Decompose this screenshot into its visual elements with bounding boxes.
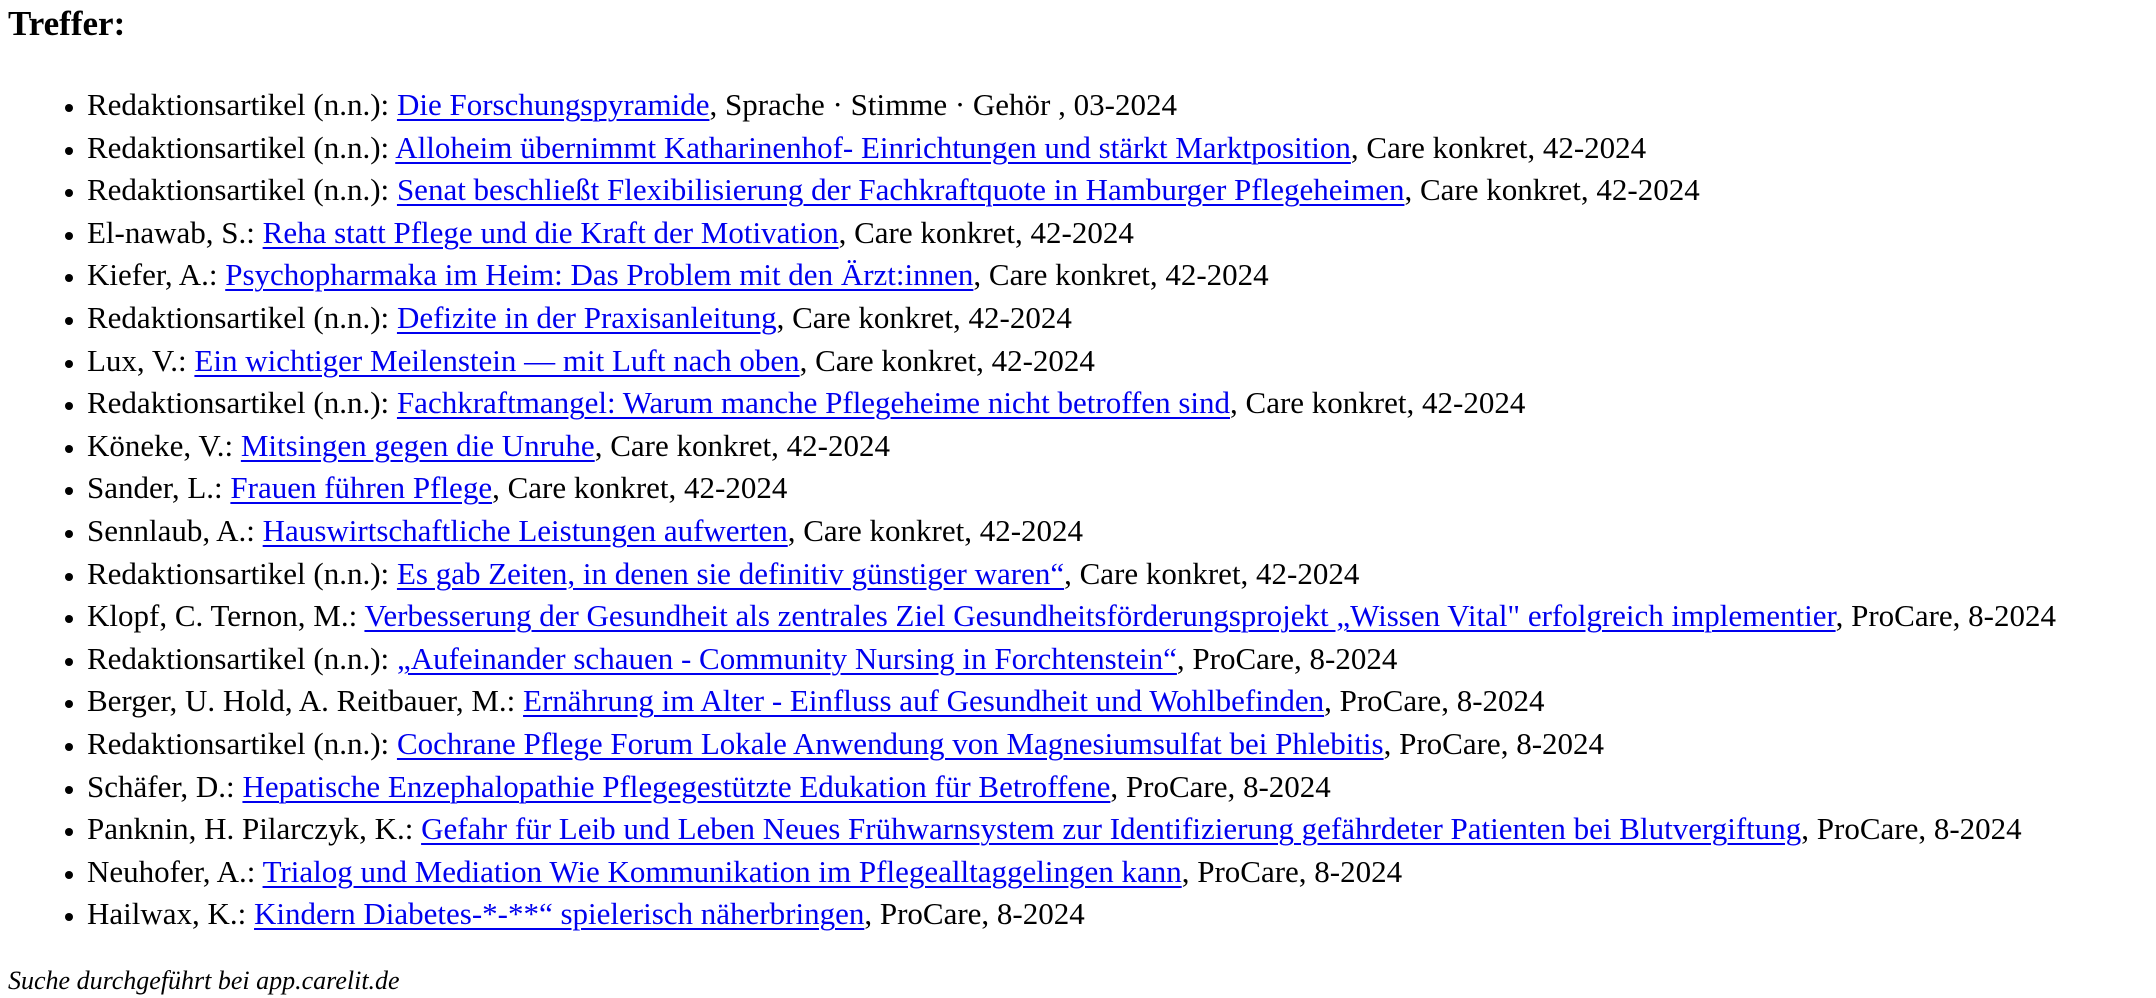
result-title-link[interactable]: Psychopharmaka im Heim: Das Problem mit den Ärzt:innen bbox=[225, 257, 974, 293]
result-item bbox=[87, 893, 2056, 936]
result-source: , ProCare, 8-2024 bbox=[1181, 853, 1403, 889]
result-author: Lux, V.: bbox=[87, 342, 187, 378]
result-author: Kiefer, A.: bbox=[87, 257, 218, 293]
result-item bbox=[87, 723, 2056, 766]
result-title-link[interactable]: Die Forschungspyramide bbox=[396, 87, 710, 122]
result-author: Köneke, V.: bbox=[87, 427, 234, 463]
result-item bbox=[87, 638, 2056, 681]
result-title-link[interactable]: Ein wichtiger Meilenstein — mit Luft nach oben bbox=[194, 342, 800, 378]
result-item bbox=[87, 382, 2056, 425]
page-title: Treffer: bbox=[8, 4, 126, 43]
results-list bbox=[0, 84, 2056, 936]
result-source: , Sprache · Stimme · Gehör , 03-2024 bbox=[709, 87, 1177, 122]
result-author: El-nawab, S.: bbox=[87, 214, 255, 250]
result-source: , Care konkret, 42-2024 bbox=[1404, 172, 1700, 208]
result-item bbox=[87, 510, 2056, 553]
result-title-link[interactable]: Fachkraftmangel: Warum manche Pflegeheime nicht betroffen sind bbox=[396, 385, 1231, 421]
result-item bbox=[87, 467, 2056, 510]
result-title-link[interactable]: Ernährung im Alter - Einfluss auf Gesundheit und Wohlbefinden bbox=[523, 683, 1325, 719]
result-author: Redaktionsartikel (n.n.): bbox=[87, 640, 390, 676]
result-item bbox=[87, 212, 2056, 255]
result-author: Redaktionsartikel (n.n.): bbox=[87, 172, 390, 208]
result-item bbox=[87, 169, 2056, 212]
result-item bbox=[87, 595, 2056, 638]
result-source: , Care konkret, 42-2024 bbox=[1350, 129, 1647, 165]
result-title-link[interactable]: Frauen führen Pflege bbox=[230, 470, 493, 506]
result-source: , Care konkret, 42-2024 bbox=[1064, 555, 1360, 591]
result-source: , ProCare, 8-2024 bbox=[864, 896, 1085, 932]
result-author: Hailwax, K.: bbox=[87, 896, 247, 932]
result-title-link[interactable]: Hepatische Enzephalopathie Pflegegestützte Edukation für Betroffene bbox=[242, 768, 1111, 804]
result-title-link[interactable]: Alloheim übernimmt Katharinenhof- Einrichtungen und stärkt Marktposition bbox=[395, 129, 1351, 165]
result-title-link[interactable]: Cochrane Pflege Forum Lokale Anwendung von Magnesiumsulfat bei Phlebitis bbox=[396, 725, 1384, 761]
result-title-link[interactable]: Reha statt Pflege und die Kraft der Motivation bbox=[262, 214, 839, 250]
result-author: Sennlaub, A.: bbox=[87, 512, 255, 548]
result-author: Schäfer, D.: bbox=[87, 768, 235, 804]
result-source: , Care konkret, 42-2024 bbox=[787, 512, 1084, 548]
result-author: Panknin, H. Pilarczyk, K.: bbox=[87, 811, 414, 847]
result-source: , Care konkret, 42-2024 bbox=[799, 342, 1095, 378]
result-source: , Care konkret, 42-2024 bbox=[776, 299, 1072, 335]
result-source: , ProCare, 8-2024 bbox=[1324, 683, 1545, 719]
result-item bbox=[87, 84, 2056, 127]
result-item bbox=[87, 680, 2056, 723]
result-title-link[interactable]: Gefahr für Leib und Leben Neues Frühwarnsystem zur Identifizierung gefährdeter Patienten bei Blutvergiftung bbox=[421, 811, 1802, 847]
result-source: , Care konkret, 42-2024 bbox=[1230, 385, 1526, 421]
result-author: Redaktionsartikel (n.n.): bbox=[87, 385, 390, 421]
result-source: , ProCare, 8-2024 bbox=[1176, 640, 1398, 676]
result-author: Redaktionsartikel (n.n.): bbox=[87, 555, 390, 591]
result-title-link[interactable]: „Aufeinander schauen - Community Nursing in Forchtenstein“ bbox=[396, 640, 1177, 676]
result-author: Berger, U. Hold, A. Reitbauer, M.: bbox=[87, 683, 516, 719]
result-source: , ProCare, 8-2024 bbox=[1110, 768, 1331, 804]
result-source: , Care konkret, 42-2024 bbox=[973, 257, 1269, 293]
result-author: Redaktionsartikel (n.n.): bbox=[87, 299, 390, 335]
result-source: , ProCare, 8-2024 bbox=[1835, 598, 2056, 634]
result-item bbox=[87, 851, 2056, 894]
result-item bbox=[87, 297, 2056, 340]
result-source: , Care konkret, 42-2024 bbox=[492, 470, 788, 506]
result-source: , Care konkret, 42-2024 bbox=[594, 427, 890, 463]
result-title-link[interactable]: Senat beschließt Flexibilisierung der Fachkraftquote in Hamburger Pflegeheimen bbox=[396, 172, 1405, 208]
result-author: Neuhofer, A.: bbox=[87, 853, 256, 889]
result-item bbox=[87, 127, 2056, 170]
result-title-link[interactable]: Trialog und Mediation Wie Kommunikation im Pflegealltaggelingen kann bbox=[262, 853, 1182, 889]
search-source-note: Suche durchgeführt bei app.carelit.de bbox=[8, 966, 400, 995]
result-title-link[interactable]: Es gab Zeiten, in denen sie definitiv günstiger waren“ bbox=[396, 555, 1065, 591]
result-item bbox=[87, 553, 2056, 596]
result-author: Redaktionsartikel (n.n.): bbox=[87, 129, 390, 165]
result-source: , ProCare, 8-2024 bbox=[1383, 725, 1605, 761]
result-title-link[interactable]: Mitsingen gegen die Unruhe bbox=[240, 427, 595, 463]
result-author: Redaktionsartikel (n.n.): bbox=[87, 725, 390, 761]
result-item bbox=[87, 340, 2056, 383]
result-item bbox=[87, 425, 2056, 468]
result-author: Sander, L.: bbox=[87, 470, 223, 506]
result-title-link[interactable]: Hauswirtschaftliche Leistungen aufwerten bbox=[262, 512, 788, 548]
result-author: Klopf, C. Ternon, M.: bbox=[87, 598, 358, 634]
result-source: , ProCare, 8-2024 bbox=[1801, 811, 2022, 847]
result-title-link[interactable]: Kindern Diabetes-*-**“ spielerisch näherbringen bbox=[254, 896, 865, 932]
result-source: , Care konkret, 42-2024 bbox=[838, 214, 1134, 250]
result-author: Redaktionsartikel (n.n.): bbox=[87, 87, 390, 122]
result-title-link[interactable]: Verbesserung der Gesundheit als zentrales Ziel Gesundheitsförderungsprojekt „Wissen Vital" erfolgreich implementier bbox=[364, 598, 1836, 634]
result-title-link[interactable]: Defizite in der Praxisanleitung bbox=[396, 299, 777, 335]
result-item bbox=[87, 766, 2056, 809]
result-item bbox=[87, 808, 2056, 851]
result-item bbox=[87, 254, 2056, 297]
